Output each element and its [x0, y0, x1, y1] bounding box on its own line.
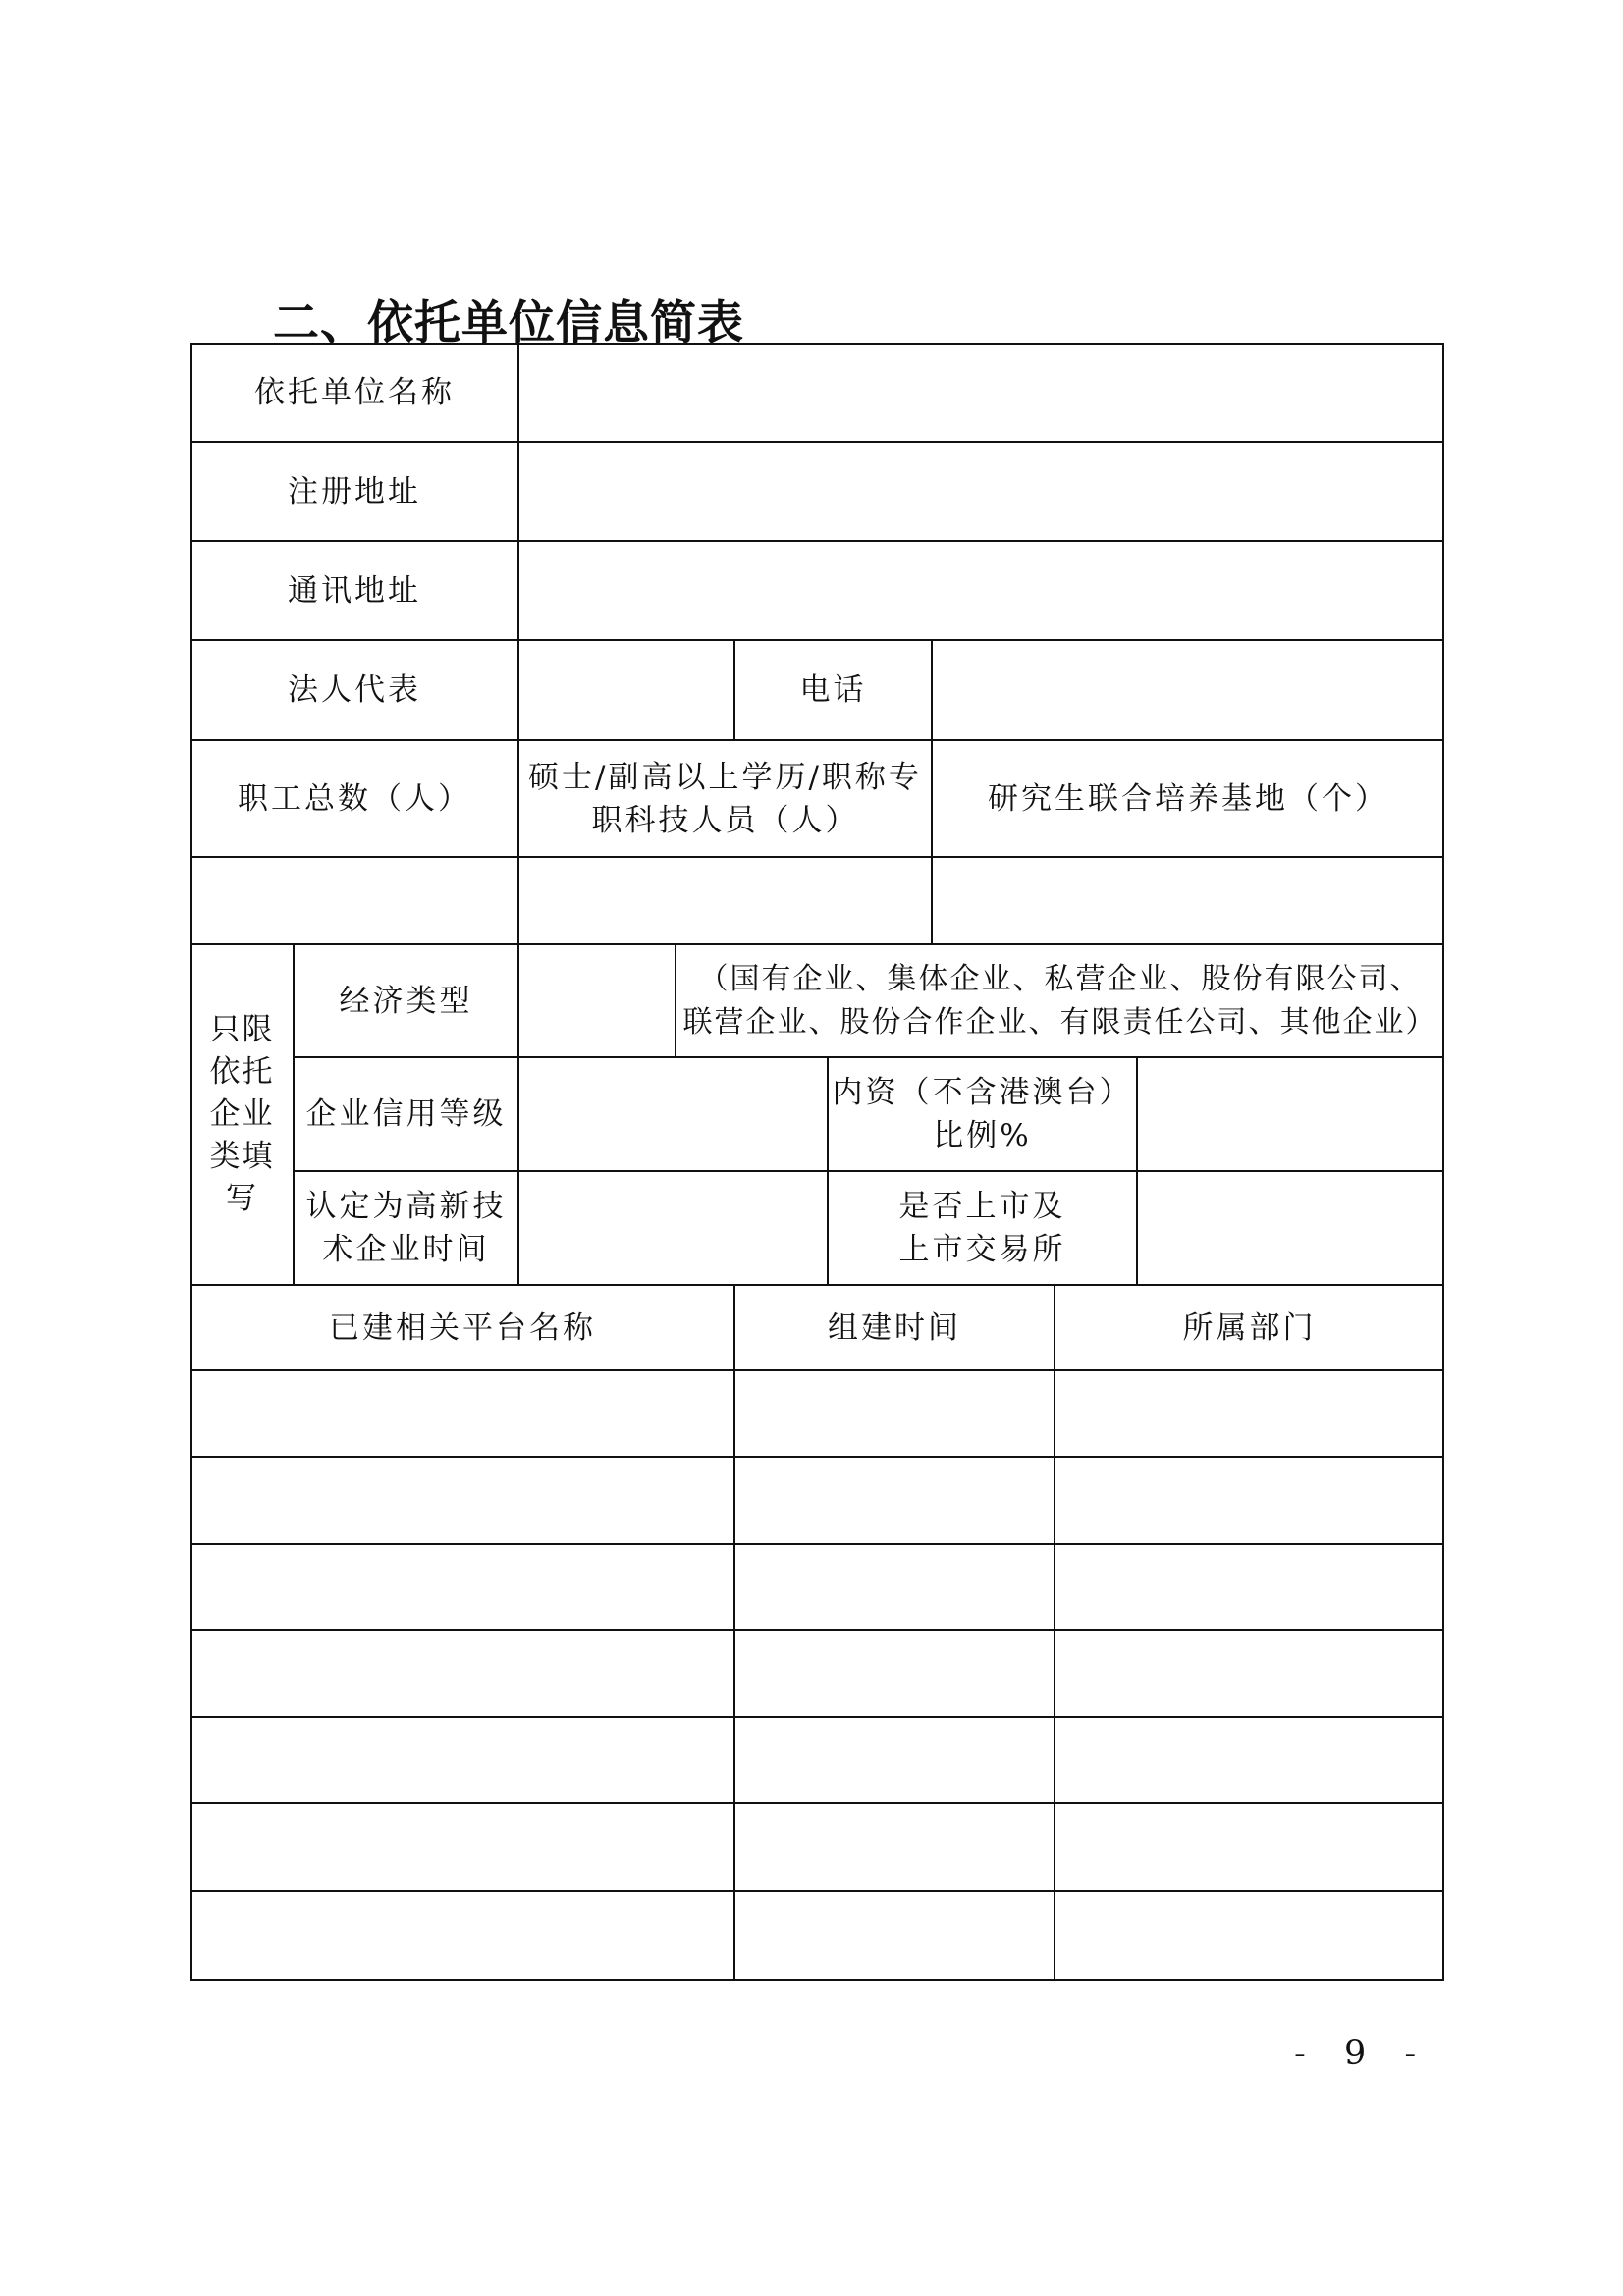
registered-address-field[interactable]: [518, 442, 1444, 541]
info-form-table: [190, 343, 1444, 1981]
economic-type-label: 经济类型: [339, 983, 473, 1019]
platform-row-3-time[interactable]: [734, 1544, 1055, 1630]
platform-row-7-time[interactable]: [734, 1891, 1055, 1981]
phone-field[interactable]: [932, 640, 1444, 740]
platform-row-4-time[interactable]: [734, 1630, 1055, 1717]
platform-row-1-time[interactable]: [734, 1370, 1055, 1457]
platform-row-7-dept[interactable]: [1055, 1891, 1444, 1981]
platform-row-4-name[interactable]: [190, 1630, 734, 1717]
platform-row-3-name[interactable]: [190, 1544, 734, 1630]
listed-field[interactable]: [1137, 1171, 1444, 1285]
joint-bases-field[interactable]: [932, 857, 1444, 944]
platform-name-header: 已建相关平台名称: [329, 1309, 596, 1346]
unit-name-label: 依托单位名称: [254, 374, 455, 410]
hitech-date-label: 认定为高新技 术企业时间: [305, 1189, 507, 1267]
platform-row-3-dept[interactable]: [1055, 1544, 1444, 1630]
legal-rep-field[interactable]: [518, 640, 734, 740]
platform-row-4-dept[interactable]: [1055, 1630, 1444, 1717]
economic-type-options: （国有企业、集体企业、私营企业、股份有限公司、 联营企业、股份合作企业、有限责任公司、其他企业）: [682, 961, 1437, 1040]
domestic-ratio-field[interactable]: [1137, 1057, 1444, 1171]
enterprise-only-label: 只限 依托 企业 类填 写: [209, 1012, 275, 1216]
platform-row-5-time[interactable]: [734, 1717, 1055, 1803]
platform-row-1-dept[interactable]: [1055, 1370, 1444, 1457]
hitech-date-field[interactable]: [518, 1171, 828, 1285]
platform-row-2-dept[interactable]: [1055, 1457, 1444, 1544]
platform-row-2-time[interactable]: [734, 1457, 1055, 1544]
unit-name-field[interactable]: [518, 343, 1444, 442]
platform-row-5-dept[interactable]: [1055, 1717, 1444, 1803]
platform-row-5-name[interactable]: [190, 1717, 734, 1803]
listed-label: 是否上市及 上市交易所: [898, 1189, 1066, 1267]
total-staff-field[interactable]: [190, 857, 518, 944]
platform-row-6-name[interactable]: [190, 1803, 734, 1891]
credit-rating-field[interactable]: [518, 1057, 828, 1171]
platform-row-2-name[interactable]: [190, 1457, 734, 1544]
platform-row-6-dept[interactable]: [1055, 1803, 1444, 1891]
platform-row-7-name[interactable]: [190, 1891, 734, 1981]
page-title: 二、依托单位信息简表: [273, 296, 744, 350]
legal-rep-label: 法人代表: [288, 672, 421, 708]
mailing-address-field[interactable]: [518, 541, 1444, 640]
page-number: - 9 -: [1294, 2034, 1431, 2073]
economic-type-field[interactable]: [518, 944, 676, 1057]
senior-staff-label: 硕士/副高以上学历/职称专 职科技人员（人）: [528, 759, 922, 838]
platform-dept-header: 所属部门: [1182, 1309, 1317, 1346]
domestic-ratio-label: 内资（不含港澳台） 比例%: [832, 1075, 1133, 1153]
platform-time-header: 组建时间: [828, 1309, 961, 1346]
phone-label: 电话: [799, 672, 867, 708]
credit-rating-label: 企业信用等级: [305, 1096, 507, 1132]
mailing-address-label: 通讯地址: [288, 572, 421, 609]
platform-row-1-name[interactable]: [190, 1370, 734, 1457]
registered-address-label: 注册地址: [288, 473, 421, 509]
total-staff-label: 职工总数（人）: [238, 780, 471, 817]
senior-staff-field[interactable]: [518, 857, 932, 944]
joint-bases-label: 研究生联合培养基地（个）: [988, 780, 1388, 817]
platform-row-6-time[interactable]: [734, 1803, 1055, 1891]
